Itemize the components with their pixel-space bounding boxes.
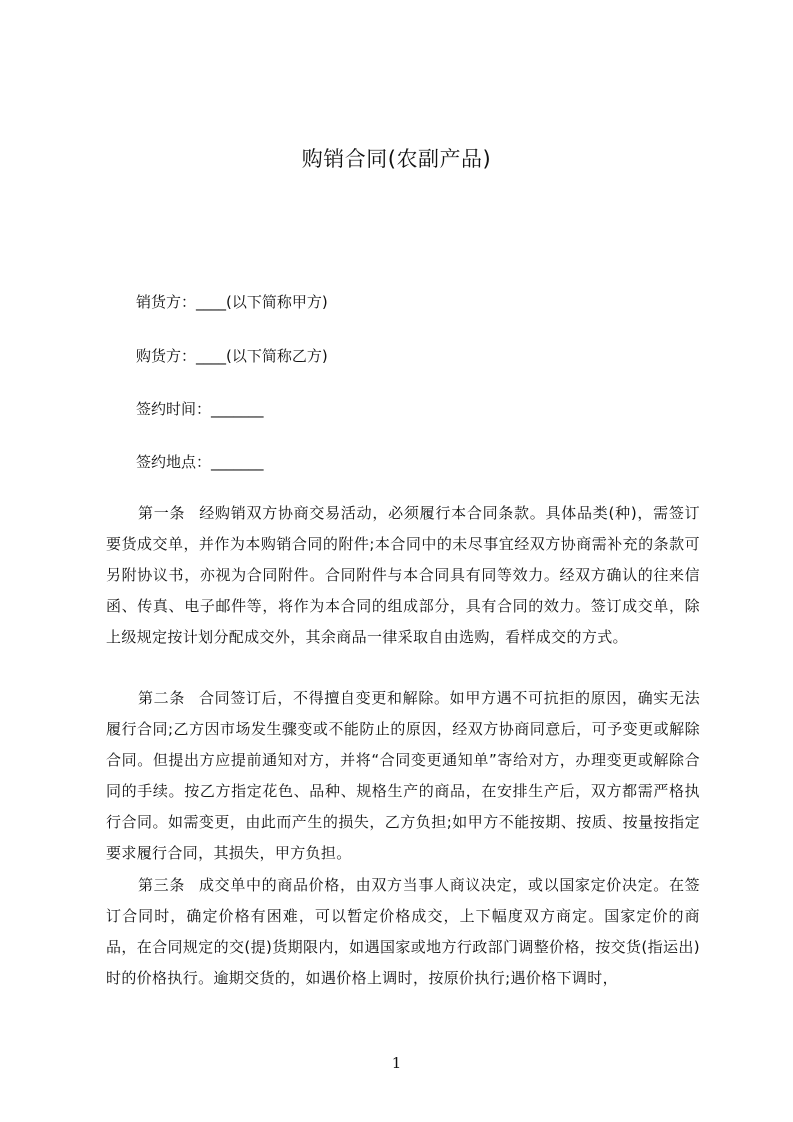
seller-field: 销货方：____(以下简称甲方): [136, 293, 328, 311]
article-1: [106, 498, 700, 653]
article-text: 经购销双方协商交易活动，必须履行本合同条款。具体品类(种)，需签订要货成交单，并作为本购销合同的附件;本合同中的未尽事宜经双方协商需补充的条款可另附协议书，亦视为合同附件。合同附件与本合同具有同等效力。经双方确认的往来信函、传真、电子邮件等，将作为本合同的组成部分，具有合同的效力。签订成交单，除上级规定按计划分配成交外，其余商品一律采取自由选购，看样成交的方式。: [106, 504, 700, 646]
document-title: 购销合同(农副产品): [301, 147, 492, 171]
sign-place-field: 签约地点：_______: [136, 453, 264, 471]
article-text: 成交单中的商品价格，由双方当事人商议决定，或以国家定价决定。在签订合同时，确定价格有困难，可以暂定价格成交，上下幅度双方商定。国家定价的商品，在合同规定的交(提)货期限内，如遇国家或地方行政部门调整价格，按交货(指运出)时的价格执行。逾期交货的，如遇价格上调时，按原价执行;遇价格下调时，: [106, 876, 700, 987]
article-3: [106, 870, 700, 994]
article-number: 第一条: [138, 504, 186, 522]
article-number: 第三条: [138, 876, 185, 894]
article-number: 第二条: [138, 689, 185, 707]
article-text: 合同签订后，不得擅自变更和解除。如甲方遇不可抗拒的原因，确实无法履行合同;乙方因市场发生骤变或不能防止的原因，经双方协商同意后，可予变更或解除合同。但提出方应提前通知对方，并将“合同变更通知单”寄给对方，办理变更或解除合同的手续。按乙方指定花色、品种、规格生产的商品，在安排生产后，双方都需严格执行合同。如需变更，由此而产生的损失，乙方负担;如甲方不能按期、按质、按量按指定要求履行合同，其损失，甲方负担。: [106, 689, 700, 862]
page-number: 1: [391, 1054, 402, 1072]
article-2: [106, 683, 700, 869]
sign-date-field: 签约时间：_______: [136, 400, 264, 418]
buyer-field: 购货方：____(以下简称乙方): [136, 347, 328, 365]
